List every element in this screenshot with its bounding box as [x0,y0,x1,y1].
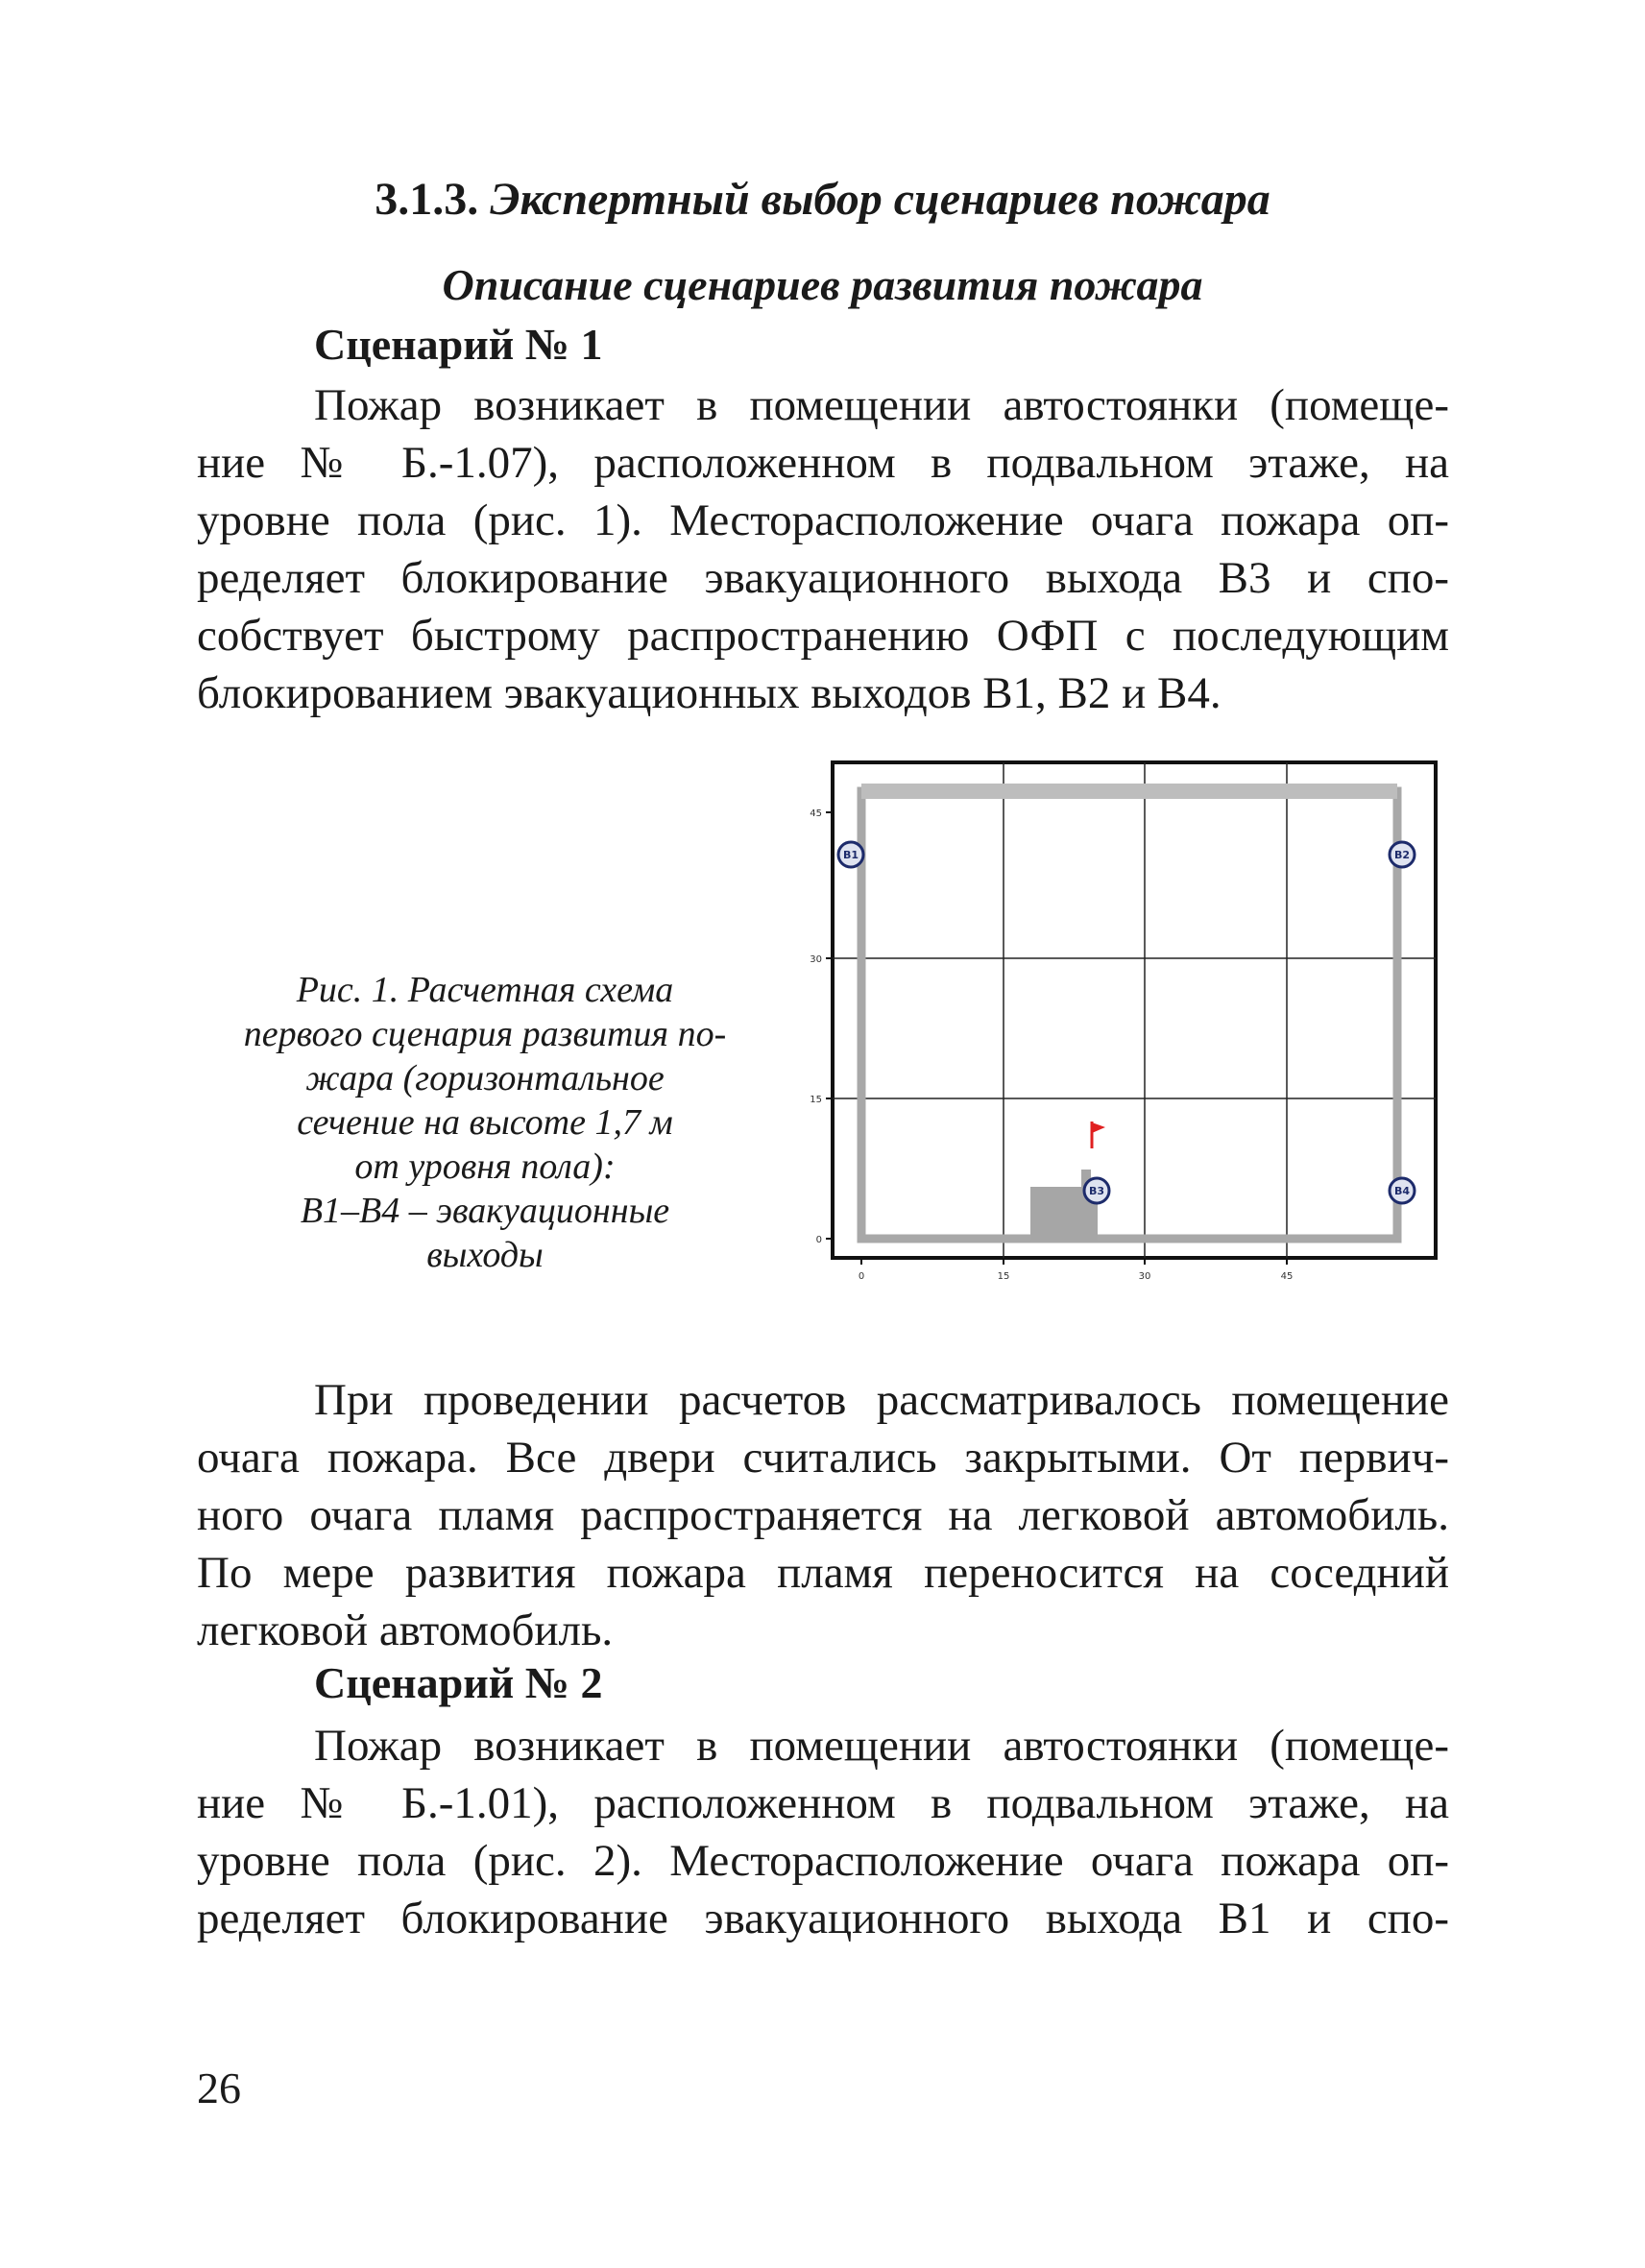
plan-frame [833,762,1436,1258]
exit-b1-marker [838,842,863,867]
text-line: По мере развития пожара пламя переносится на соседний [197,1548,1449,1598]
page-number: 26 [197,2063,241,2112]
scenario2-title: Сценарий № 2 [314,1658,603,1707]
text-line: Пожар возникает в помещении автостоянки (помеще- [314,380,1449,430]
y-tick-label: 15 [810,1095,822,1105]
exit-b4-marker [1390,1178,1415,1203]
caption-line: первого сценария развития по- [243,1014,727,1054]
x-tick-label: 45 [1280,1271,1294,1282]
caption-line: от уровня пола): [354,1146,616,1187]
caption-line: Рис. 1. Расчетная схема [296,970,674,1010]
section-heading [0,173,1645,226]
exit-label: B1 [842,849,859,861]
caption-line: сечение на высоте 1,7 м [297,1102,673,1143]
text-line: собствует быстрому распространению ОФП с последующим [197,611,1449,661]
x-tick-label: 0 [858,1271,865,1282]
text-line: ределяет блокирование эвакуационного выхода В3 и спо- [197,553,1449,603]
text-line: Пожар возникает в помещении автостоянки (помеще- [314,1721,1449,1771]
section-title: Экспертный выбор сценариев пожара [490,174,1270,225]
y-tick-label: 45 [810,808,822,819]
figure1-floor-plan [807,757,1440,1294]
scenario1-paragraph [197,376,1449,722]
exit-b2-marker [1390,842,1415,867]
caption-line: В1–В4 – эвакуационные [300,1191,670,1231]
text-line: легковой автомобиль. [197,1605,614,1655]
exit-label: B3 [1088,1185,1105,1197]
section-number: 3.1.3. [375,174,479,225]
exit-label: B4 [1393,1185,1411,1197]
text-line: уровне пола (рис. 1). Месторасположение очага пожара оп- [197,495,1449,545]
exit-label: B2 [1393,849,1411,861]
x-tick-label: 15 [997,1271,1010,1282]
subheading: Описание сценариев развития пожара [442,260,1203,309]
scenario2-paragraph [197,1717,1449,1947]
caption-line: выходы [426,1235,544,1275]
text-line: уровне пола (рис. 2). Месторасположение очага пожара оп- [197,1836,1449,1886]
text-line: ределяет блокирование эвакуационного выхода В1 и спо- [197,1894,1449,1943]
figure1-caption [206,968,763,1277]
y-tick-label: 30 [810,954,822,965]
text-line: При проведении расчетов рассматривалось помещение [314,1375,1449,1425]
text-line: ние № Б.-1.01), расположенном в подвальном этаже, на [197,1778,1449,1828]
caption-line: жара (горизонтальное [305,1058,665,1098]
text-line: ного очага пламя распространяется на легковой автомобиль. [197,1490,1449,1540]
scenario1-title: Сценарий № 1 [314,320,603,369]
text-line: блокированием эвакуационных выходов В1, В2 и В4. [197,668,1222,718]
x-tick-label: 30 [1138,1271,1151,1282]
text-line: очага пожара. Все двери считались закрытыми. От первич- [197,1433,1449,1483]
y-tick-label: 0 [815,1235,822,1245]
exit-b3-marker [1084,1178,1109,1203]
text-line: ние № Б.-1.07), расположенном в подвальном этаже, на [197,438,1449,488]
paragraph2 [197,1371,1449,1659]
